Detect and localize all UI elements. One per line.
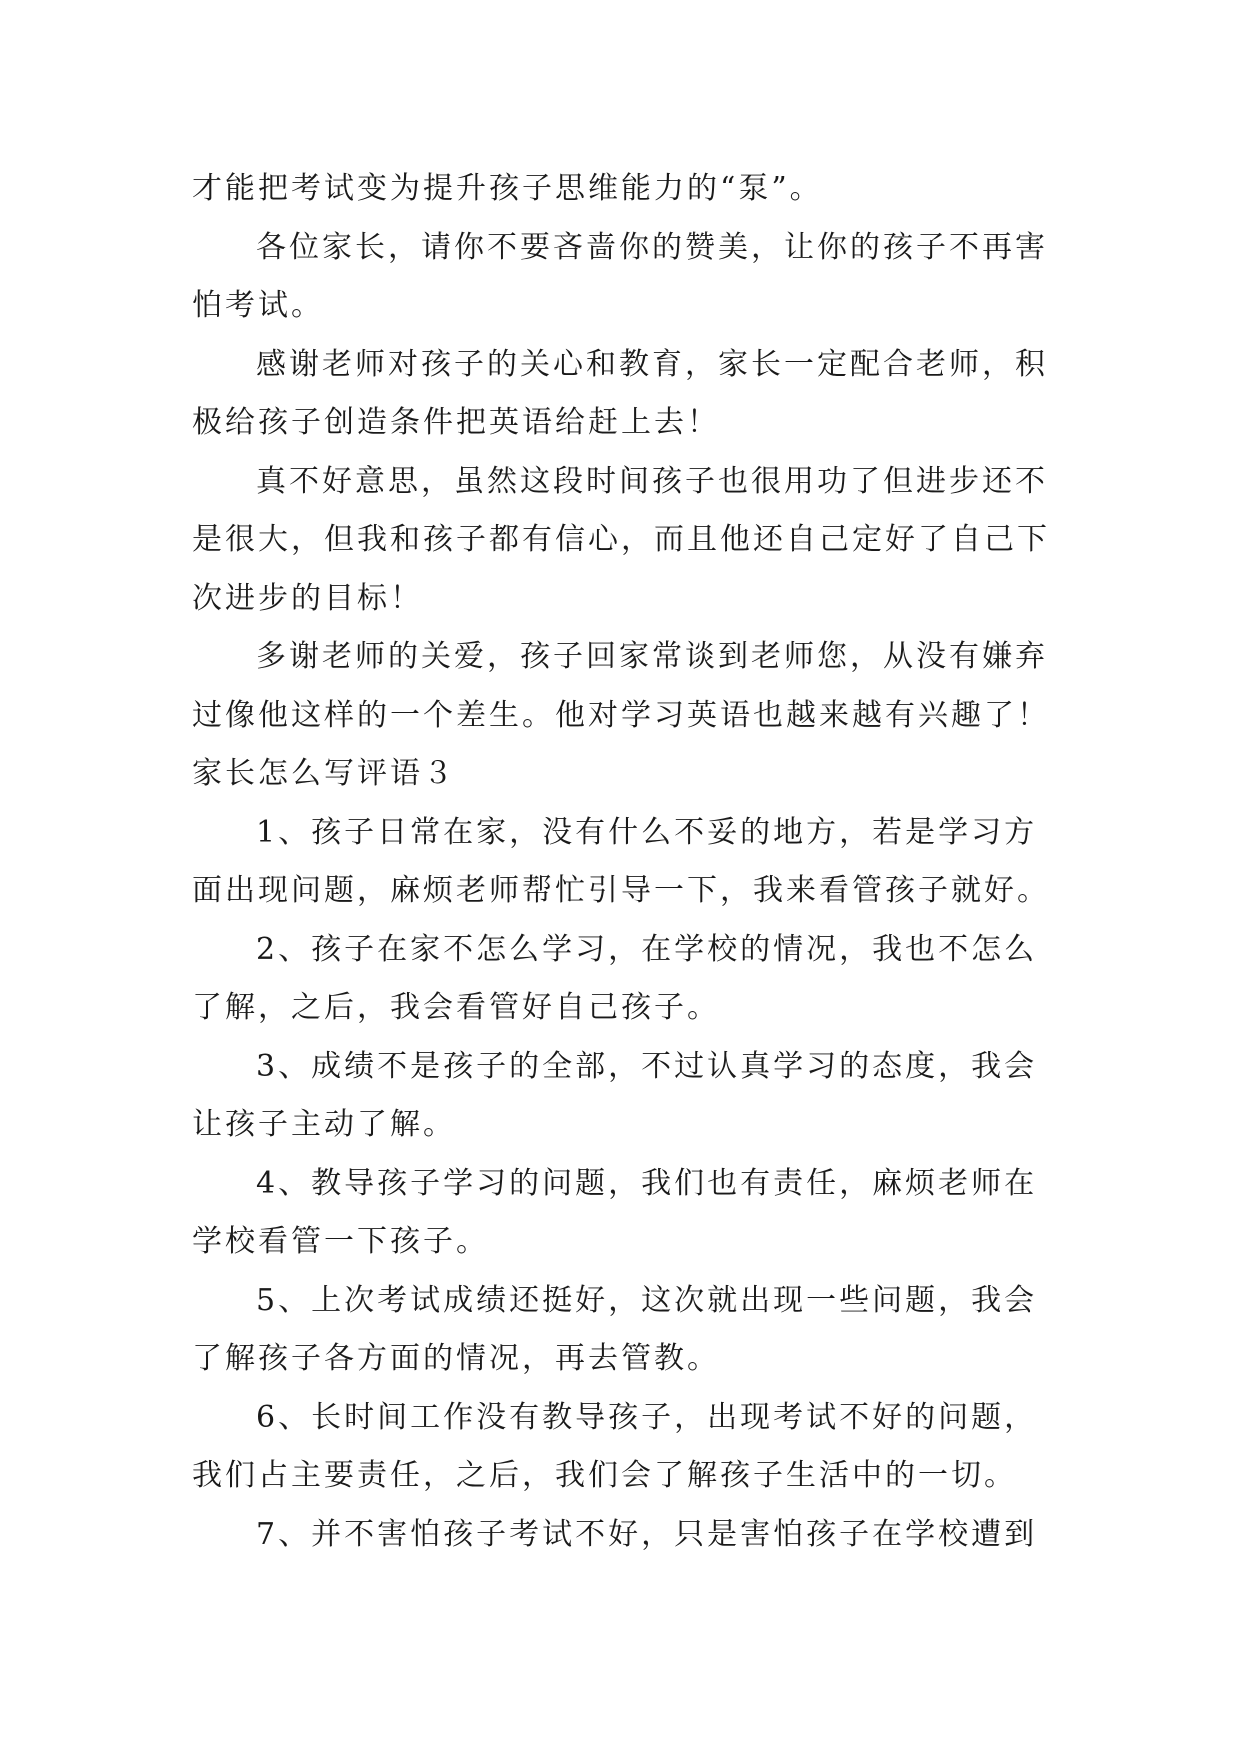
list-item-7: 7、并不害怕孩子考试不好，只是害怕孩子在学校遭到: [256, 1516, 1038, 1552]
text-line: 次进步的目标！: [192, 580, 423, 616]
section-heading: 家长怎么写评语３: [192, 756, 456, 791]
paragraph-start-line: 真不好意思，虽然这段时间孩子也很用功了但进步还不: [256, 463, 1048, 499]
paragraph-start-line: 多谢老师的关爱，孩子回家常谈到老师您，从没有嫌弃: [256, 639, 1048, 674]
text-line: 是很大，但我和孩子都有信心，而且他还自己定好了自己下: [192, 522, 1050, 557]
text-line: 怕考试。: [192, 288, 324, 323]
text-line: 学校看管一下孩子。: [192, 1224, 489, 1259]
list-item-3: 3、成绩不是孩子的全部，不过认真学习的态度，我会: [256, 1048, 1038, 1084]
list-item-2: 2、孩子在家不怎么学习，在学校的情况，我也不怎么: [256, 931, 1038, 967]
text-line: 让孩子主动了解。: [192, 1107, 456, 1142]
text-line: 极给孩子创造条件把英语给赶上去！: [192, 405, 720, 440]
list-item-4: 4、教导孩子学习的问题，我们也有责任，麻烦老师在: [256, 1165, 1038, 1201]
text-line: 了解，之后，我会看管好自己孩子。: [192, 990, 720, 1025]
paragraph-start-line: 各位家长，请你不要吝啬你的赞美，让你的孩子不再害: [256, 229, 1048, 265]
paragraph-start-line: 感谢老师对孩子的关心和教育，家长一定配合老师，积: [256, 346, 1048, 382]
text-line: 面出现问题，麻烦老师帮忙引导一下，我来看管孩子就好。: [192, 873, 1050, 908]
text-line: 我们占主要责任，之后，我们会了解孩子生活中的一切。: [192, 1458, 1017, 1493]
list-item-5: 5、上次考试成绩还挺好，这次就出现一些问题，我会: [256, 1282, 1038, 1318]
list-item-1: 1、孩子日常在家，没有什么不妥的地方，若是学习方: [256, 814, 1038, 850]
document-body: [192, 160, 1072, 1564]
text-line: 过像他这样的一个差生。他对学习英语也越来越有兴趣了！: [192, 697, 1050, 733]
list-item-6: 6、长时间工作没有教导孩子，出现考试不好的问题，: [256, 1399, 1038, 1435]
text-line: 才能把考试变为提升孩子思维能力的“泵”。: [192, 171, 823, 206]
text-line: 了解孩子各方面的情况，再去管教。: [192, 1341, 720, 1376]
